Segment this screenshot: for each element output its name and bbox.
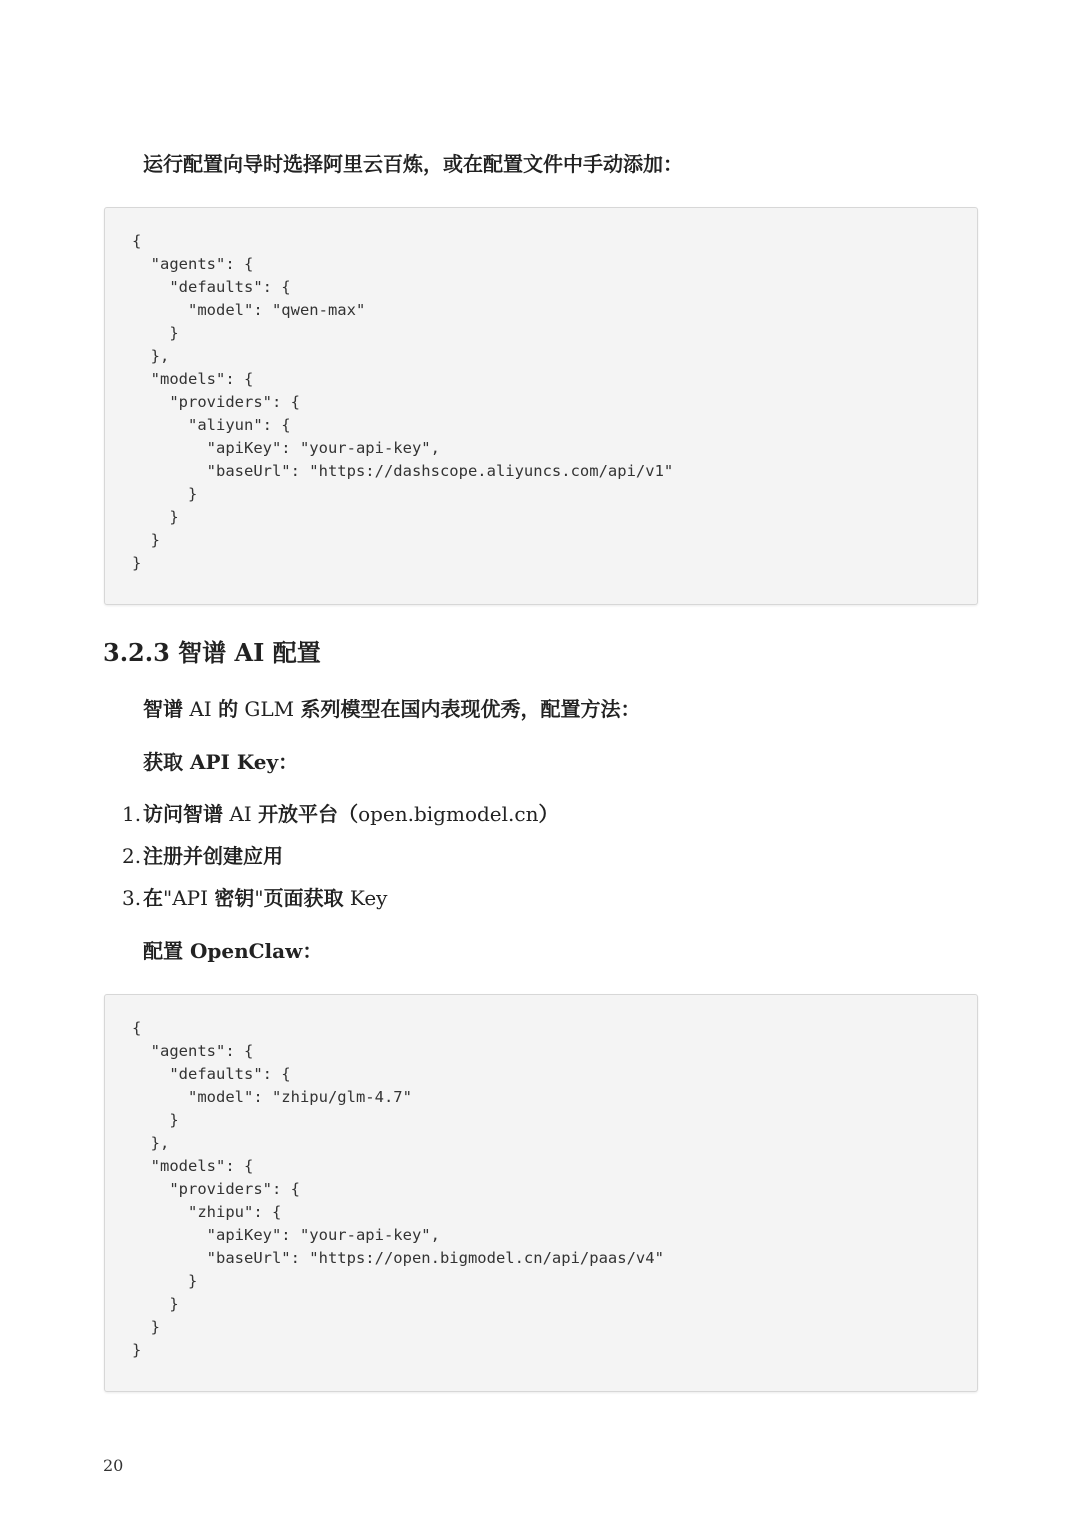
steps-list <box>0 800 1080 926</box>
step-text-part: AI <box>229 802 252 826</box>
api-key-label <box>143 748 298 776</box>
step-text-part: 开放平台 <box>258 802 339 826</box>
description-part-4: GLM <box>244 697 295 721</box>
step-text-part: 访问智谱 <box>143 802 223 826</box>
list-item <box>0 800 1080 842</box>
page-number: 20 <box>103 1456 124 1475</box>
description-paragraph <box>143 695 641 723</box>
step-link-text: open.bigmodel.cn <box>358 802 539 826</box>
description-part-2: AI <box>189 697 212 721</box>
step-text-part: Key <box>349 886 388 910</box>
step-text-part: ） <box>538 802 559 826</box>
step-number: 1. <box>122 802 142 826</box>
section-heading <box>103 637 321 669</box>
api-key-label-cjk: 获取 <box>143 750 183 774</box>
step-text-part: 在 <box>143 886 163 910</box>
list-item <box>0 884 1080 926</box>
code-content-zhipu: { "agents": { "defaults": { "model": "zhipu/glm-4.7" } }, "models": { "providers": { "zhipu": { "apiKey": "your-api-key", "baseUrl": "https://open.bigmodel.cn/api/paas/v4" } } } } <box>132 1019 664 1359</box>
openclaw-label-colon: ： <box>302 939 323 963</box>
description-part-1: 智谱 <box>143 697 183 721</box>
section-title-part-1: 智谱 <box>178 638 227 667</box>
section-title-part-2: AI <box>234 638 265 667</box>
step-number: 2. <box>122 844 142 868</box>
step-text: 注册并创建应用 <box>143 844 283 868</box>
code-content-aliyun: { "agents": { "defaults": { "model": "qwen-max" } }, "models": { "providers": { "aliyun": { "apiKey": "your-api-key", "baseUrl": "https://dashscope.aliyuncs.com/api/v1" } } } } <box>132 232 674 572</box>
step-text <box>143 800 558 828</box>
step-number: 3. <box>122 886 142 910</box>
step-text-part: 页面获取 <box>263 886 344 910</box>
code-block-zhipu <box>104 994 978 1392</box>
openclaw-label-latin: OpenClaw <box>189 939 303 963</box>
api-key-label-colon: ： <box>278 750 299 774</box>
step-text-part: " <box>254 886 264 910</box>
description-part-3: 的 <box>218 697 239 721</box>
section-title-part-3: 配置 <box>272 638 321 667</box>
step-text-part: 密钥 <box>214 886 255 910</box>
list-item <box>0 842 1080 884</box>
openclaw-label <box>143 937 322 965</box>
intro-paragraph: 运行配置向导时选择阿里云百炼，或在配置文件中手动添加： <box>143 152 683 176</box>
api-key-label-latin: API Key <box>189 750 279 774</box>
openclaw-label-cjk: 配置 <box>143 939 183 963</box>
step-text-part: （ <box>338 802 359 826</box>
description-part-5: 系列模型在国内表现优秀，配置方法： <box>300 697 641 721</box>
section-number: 3.2.3 <box>103 638 170 667</box>
step-text <box>143 884 387 912</box>
step-text-part: "API <box>163 886 208 910</box>
code-block-aliyun <box>104 207 978 605</box>
